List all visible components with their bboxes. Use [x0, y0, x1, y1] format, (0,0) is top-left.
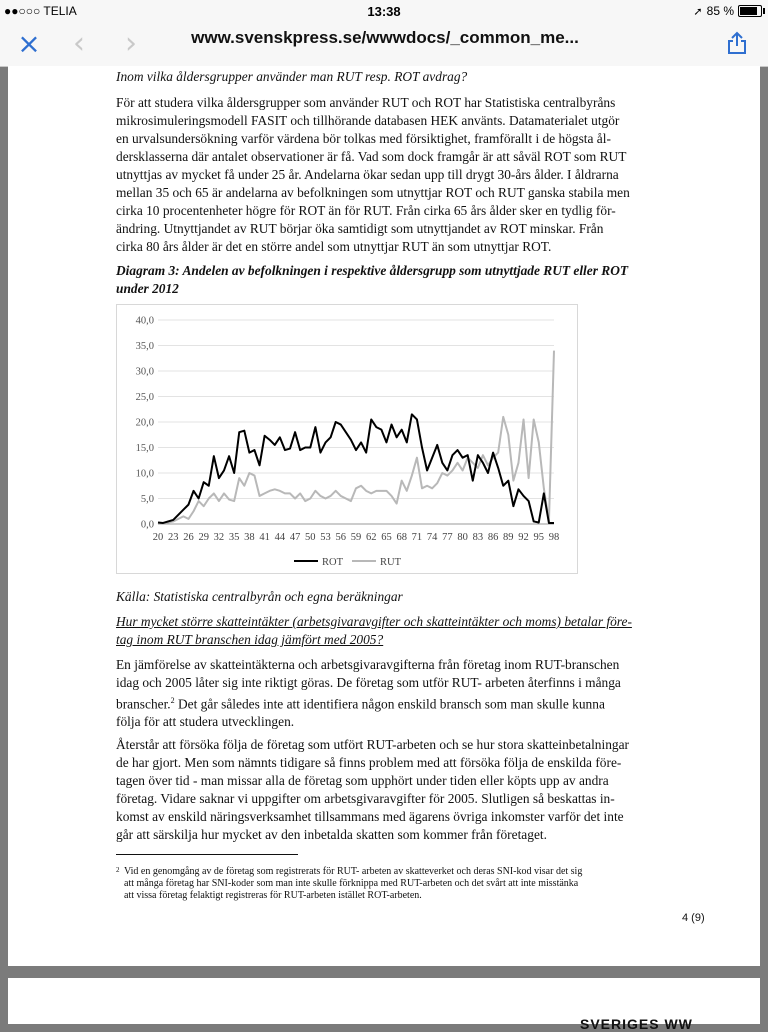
para1-line: mikrosimuleringsmodell FASIT och tillhörande databasen HEK använts. Datamaterialet utgör	[116, 113, 620, 128]
url-title[interactable]: www.svenskpress.se/wwwdocs/_common_me...	[191, 28, 579, 47]
para3-line: tagen över tid - man missar alla de företag som upphört under tiden eller köpts upp av andra	[116, 773, 609, 788]
footnote-ref[interactable]: 2	[170, 696, 175, 705]
document-page	[8, 66, 760, 966]
para1-line: ändring. Utnyttjandet av RUT börjar öka samtidigt som utnyttjandet av ROT minskar. Från	[116, 221, 604, 236]
paragraph-3	[116, 736, 676, 844]
x-tick-label: 44	[274, 532, 286, 543]
close-icon[interactable]: ×	[17, 26, 41, 60]
para3-line: företag. Vidare saknar vi uppgifter om arbetsgivaravgifter för 2005. Slutligen så beskattas in-	[116, 791, 615, 806]
para3-line: de har gjort. Men som nämnts tidigare så finns problem med att försöka följa de enskilda före-	[116, 755, 622, 770]
para1-line: dersklasserna där antalet observationer är få. Vad som dock framgår är att såväl ROT som RUT	[116, 149, 627, 164]
x-tick-label: 74	[426, 532, 438, 543]
x-tick-label: 65	[381, 532, 392, 543]
share-icon-glyph	[726, 31, 748, 55]
x-tick-label: 50	[305, 532, 316, 543]
x-tick-label: 92	[518, 532, 529, 543]
x-tick-label: 71	[411, 532, 423, 543]
x-tick-label: 23	[167, 532, 179, 543]
heading-age-groups: Inom vilka åldersgrupper använder man RUT resp. ROT avdrag?	[116, 69, 468, 84]
battery-icon	[738, 5, 762, 17]
para1-line: utnyttjas av mycket få under 25 år. Andelarna ökar sedan upp till drygt 30-års ålder. I åldrarna	[116, 167, 619, 182]
heading-tax-revenue	[116, 613, 676, 649]
y-tick-label: 5,0	[140, 494, 154, 505]
paragraph-2	[116, 656, 676, 731]
x-tick-label: 80	[457, 532, 468, 543]
para3-line: Återstår att försöka följa de företag som utfört RUT-arbeten och se hur stora skatteinbetalningar	[116, 737, 630, 752]
share-icon[interactable]	[722, 28, 752, 58]
para2-line3-rest: Det går således inte att identifiera någon enskild bransch som man skulle kunna	[174, 696, 605, 712]
x-tick-label: 41	[259, 532, 270, 543]
diagram-title-line: Diagram 3: Andelen av befolkningen i respektive åldersgrupp som utnyttjade RUT eller ROT	[116, 263, 629, 278]
chart-source: Källa: Statistiska centralbyrån och egna beräkningar	[116, 589, 403, 604]
y-tick-label: 25,0	[135, 392, 154, 403]
footnote-line: Vid en genomgång av de företag som registrerats för RUT- arbeten av skatteverket och deras SNI-kod visar det sig	[124, 866, 583, 877]
clock: 13:38	[367, 4, 401, 19]
footnote-line: att vissa företag felaktigt registreras för RUT-arbeten istället ROT-arbeten.	[124, 890, 422, 901]
x-tick-label: 59	[350, 532, 362, 543]
y-tick-label: 10,0	[135, 468, 154, 480]
para2-line: idag och 2005 låter sig inte riktigt göras. De företag som utför RUT- arbeten återfinns i många	[116, 675, 621, 690]
x-tick-label: 56	[335, 532, 347, 543]
diagram-title	[116, 262, 676, 298]
x-tick-label: 29	[198, 532, 209, 543]
page-number: 4 (9)	[682, 912, 705, 924]
y-tick-label: 20,0	[135, 417, 154, 429]
forward-icon[interactable]: ›	[125, 25, 137, 61]
heading2-line: tag inom RUT branschen idag jämfört med 2005?	[116, 632, 384, 647]
paragraph-1	[116, 94, 676, 256]
x-tick-label: 53	[320, 532, 331, 543]
browser-chrome	[0, 0, 768, 67]
para1-line: cirka 80 års ålder är det en större andel som utnyttjar RUT än som utnyttjar ROT.	[116, 239, 552, 254]
y-tick-label: 30,0	[135, 366, 154, 378]
x-tick-label: 95	[533, 532, 545, 543]
status-bar	[0, 0, 768, 22]
footnote-mark: 2	[116, 866, 120, 874]
x-tick-label: 38	[244, 532, 255, 543]
y-tick-label: 15,0	[135, 443, 154, 454]
footnote-body	[116, 866, 656, 902]
para1-line: en urvalsundersökning varför värdena bör tolkas med försiktighet, framförallt i de högsta ål-	[116, 131, 611, 146]
carrier-label: ●●○○○ TELIA	[4, 4, 77, 18]
next-page-preview	[8, 978, 760, 1032]
x-tick-label: 89	[503, 532, 514, 543]
para1-line: cirka 10 procentenheter högre för ROT än för RUT. Från cirka 65 års ålder sker en tydlig för-	[116, 203, 616, 218]
para2-line3-start: branscher.	[116, 696, 171, 712]
diagram-title-line: under 2012	[116, 281, 179, 296]
battery-percent: 85 %	[706, 4, 734, 18]
x-tick-label: 35	[228, 532, 240, 543]
y-tick-label: 0,0	[140, 519, 154, 531]
line-chart	[116, 304, 578, 574]
y-tick-label: 40,0	[135, 315, 154, 327]
navigation-bar	[0, 22, 768, 66]
location-icon: ➚	[693, 4, 703, 18]
para2-line	[116, 692, 676, 713]
para3-line: komst av enskild näringsverksamhet tillsammans med ägarens övriga inkomster varför det inte	[116, 809, 624, 824]
footnote	[116, 866, 656, 902]
footnote-divider	[116, 854, 298, 855]
footnote-line: att många företag har SNI-koder som man inte skulle förknippa med RUT-arbeten och det svårt att inte misstänka	[124, 878, 579, 889]
x-tick-label: 26	[183, 532, 194, 543]
back-icon[interactable]: ‹	[73, 25, 85, 61]
para1-line: För att studera vilka åldersgrupper som använder RUT och ROT har Statistiska centralbyråns	[116, 95, 616, 110]
heading2-line: Hur mycket större skatteintäkter (arbetsgivaravgifter och skatteintäkter och moms) betalar före-	[116, 614, 632, 629]
x-tick-label: 32	[213, 532, 225, 543]
para2-line: följa för att studera utvecklingen.	[116, 714, 295, 730]
y-tick-label: 35,0	[135, 341, 154, 352]
x-tick-label: 68	[396, 532, 407, 543]
para1-line: mellan 35 och 65 är andelarna av befolkningen som utnyttjar ROT och RUT ganska stabila men	[116, 185, 630, 200]
x-tick-label: 83	[472, 532, 484, 543]
x-tick-label: 20	[152, 532, 164, 543]
x-tick-label: 98	[548, 532, 560, 543]
para3-line: går att särskilja hur mycket av den inbetalda skatten som kommer från företaget.	[116, 827, 547, 842]
x-tick-label: 86	[487, 532, 499, 543]
legend-label: RUT	[380, 557, 401, 568]
legend-label: ROT	[322, 557, 343, 568]
x-tick-label: 62	[365, 532, 377, 543]
x-tick-label: 77	[442, 532, 453, 543]
para2-line: En jämförelse av skatteintäkterna och arbetsgivaravgifterna från företag inom RUT-branschen	[116, 657, 620, 672]
status-right	[693, 4, 762, 18]
next-page-logo: SVERIGES WW	[580, 1016, 693, 1032]
x-tick-label: 47	[289, 532, 301, 543]
